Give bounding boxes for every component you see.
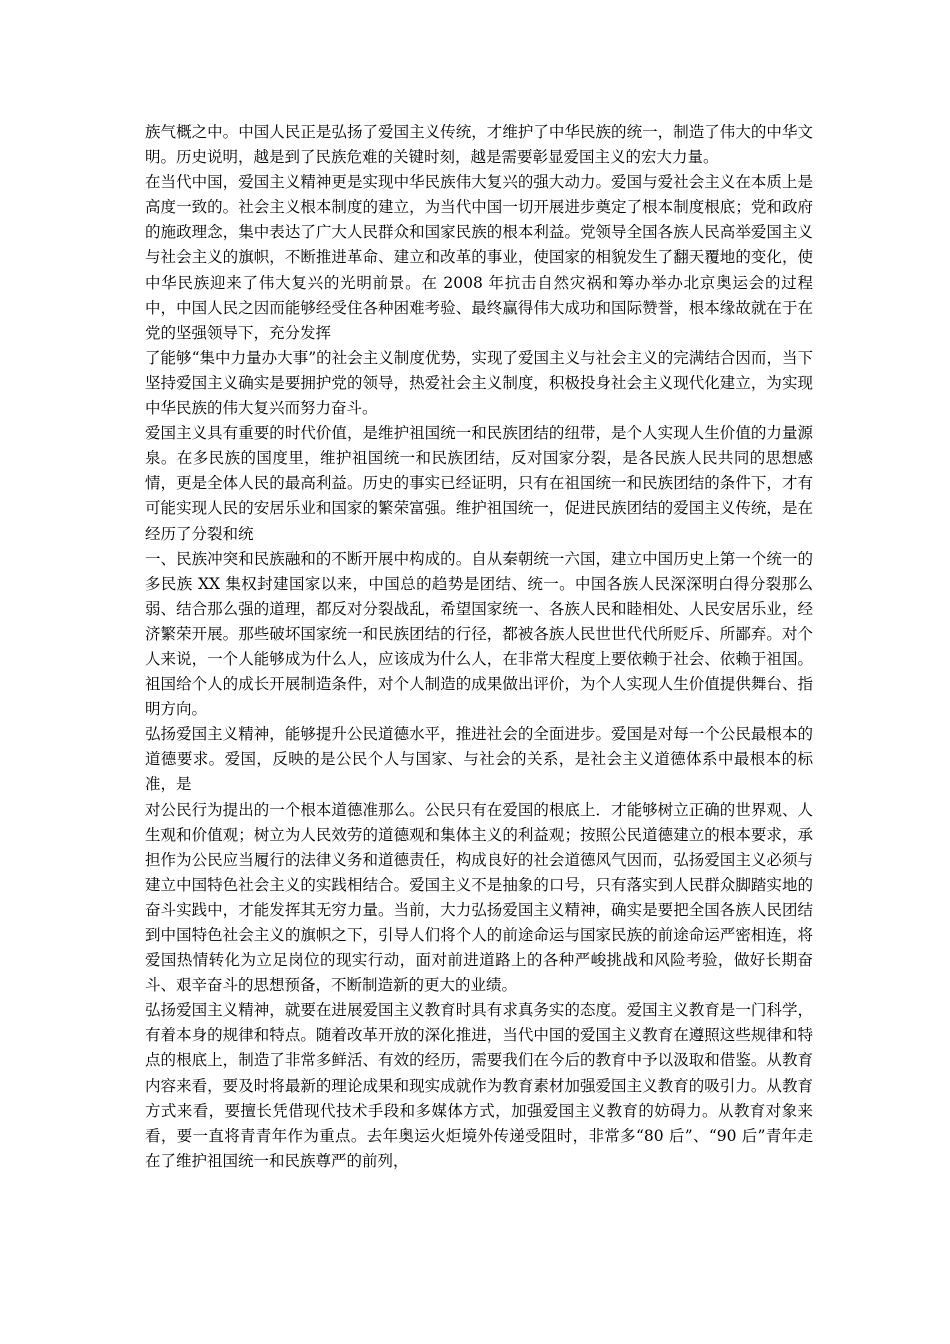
document-body [145, 120, 813, 1174]
paragraph: 对公民行为提出的一个根本道德准那么。公民只有在爱国的根底上．才能够树立正确的世界观、人生观和价值观；树立为人民效劳的道德观和集体主义的利益观；按照公民道德建立的根本要求，承担作为公民应当履行的法律义务和道德责任，构成良好的社会道德风气因而，弘扬爱国主义必须与建立中国特色社会主义的实践相结合。爱国主义不是抽象的口号，只有落实到人民群众脚踏实地的奋斗实践中，才能发挥其无穷力量。当前，大力弘扬爱国主义精神，确实是要把全国各族人民团结到中国特色社会主义的旗帜之下，引导人们将个人的前途命运与国家民族的前途命运严密相连，将爱国热情转化为立足岗位的现实行动，面对前进道路上的各种严峻挑战和风险考验，做好长期奋斗、艰辛奋斗的思想预备，不断制造新的更大的业绩。 [145, 800, 813, 995]
paragraph: 爱国主义具有重要的时代价值，是维护祖国统一和民族团结的纽带，是个人实现人生价值的力量源泉。在多民族的国度里，维护祖国统一和民族团结，反对国家分裂，是各民族人民共同的思想感情，更是全体人民的最高利益。历史的事实已经证明，只有在祖国统一和民族团结的条件下，才有可能实现人民的安居乐业和国家的繁荣富强。维护祖国统一，促进民族团结的爱国主义传统，是在经历了分裂和统 [145, 424, 813, 543]
paragraph: 在当代中国，爱国主义精神更是实现中华民族伟大复兴的强大动力。爱国与爱社会主义在本质上是高度一致的。社会主义根本制度的建立，为当代中国一切开展进步奠定了根本制度根底；党和政府的施政理念，集中表达了广大人民群众和国家民族的根本利益。党领导全国各族人民高举爱国主义与社会主义的旗帜，不断推进革命、建立和改革的事业，使国家的相貌发生了翻天覆地的变化，使中华民族迎来了伟大复兴的光明前景。在 2008 年抗击自然灾祸和筹办举办北京奥运会的过程中，中国人民之因而能够经受住各种困难考验、最终赢得伟大成功和国际赞誉，根本缘故就在于在党的坚强领导下，充分发挥 [145, 173, 813, 342]
paragraph: 一、民族冲突和民族融和的不断开展中构成的。自从秦朝统一六国，建立中国历史上第一个统一的多民族 XX 集权封建国家以来，中国总的趋势是团结、统一。中国各族人民深深明白得分裂那么弱、结合那么强的道理，都反对分裂战乱，希望国家统一、各族人民和睦相处、人民安居乐业，经济繁荣开展。那些破坏国家统一和民族团结的行径，都被各族人民世世代代所贬斥、所鄙弃。对个人来说，一个人能够成为什么人，应该成为什么人，在非常大程度上要依赖于社会、依赖于祖国。祖国给个人的成长开展制造条件，对个人制造的成果做出评价，为个人实现人生价值提供舞台、指明方向。 [145, 549, 813, 719]
paragraph: 弘扬爱国主义精神，能够提升公民道德水平，推进社会的全面进步。爱国是对每一个公民最根本的道德要求。爱国，反映的是公民个人与国家、与社会的关系，是社会主义道德体系中最根本的标准，是 [145, 725, 813, 794]
paragraph: 族气概之中。中国人民正是弘扬了爱国主义传统，才维护了中华民族的统一，制造了伟大的中华文明。历史说明，越是到了民族危难的关键时刻，越是需要彰显爱国主义的宏大力量。 [145, 123, 813, 167]
paragraph: 弘扬爱国主义精神，就要在进展爱国主义教育时具有求真务实的态度。爱国主义教育是一门科学，有着本身的规律和特点。随着改革开放的深化推进，当代中国的爱国主义教育在遵照这些规律和特点的根底上，制造了非常多鲜活、有效的经历，需要我们在今后的教育中予以汲取和借鉴。从教育内容来看，要及时将最新的理论成果和现实成就作为教育素材加强爱国主义教育的吸引力。从教育方式来看，要擅长凭借现代技术手段和多媒体方式，加强爱国主义教育的妨碍力。从教育对象来看，要一直将青青年作为重点。去年奥运火炬境外传递受阻时，非常多“80 后”、“90 后”青年走在了维护祖国统一和民族尊严的前列， [145, 1001, 813, 1170]
paragraph: 了能够“集中力量办大事”的社会主义制度优势，实现了爱国主义与社会主义的完满结合因而，当下坚持爱国主义确实是要拥护党的领导，热爱社会主义制度，积极投身社会主义现代化建立，为实现中华民族的伟大复兴而努力奋斗。 [145, 348, 813, 418]
